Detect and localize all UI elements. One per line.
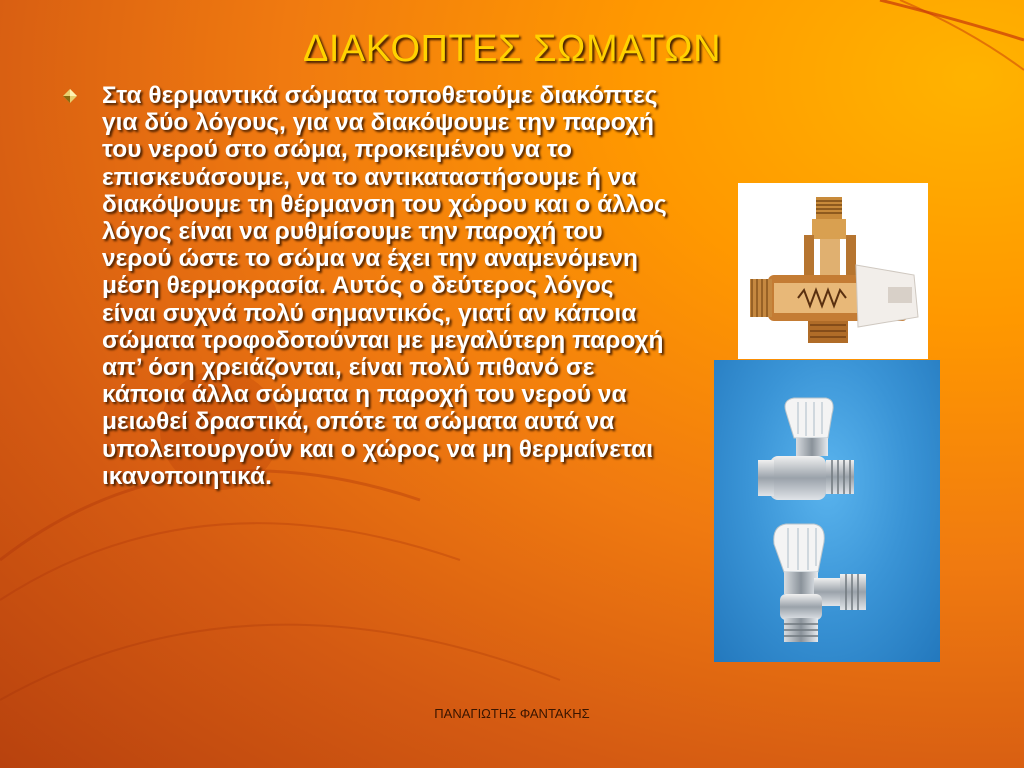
body-paragraph: Στα θερμαντικά σώματα τοποθετούμε διακόπτες για δύο λόγους, για να διακόψουμε την παροχή του νερού στο σώμα, προκειμένου να το επισκευάσουμε, να το αντικαταστήσουμε ή να διακόψουμε τη θέρμανση του χώρου και ο άλλος λόγος είναι να ρυθμίσουμε την παροχή του νερού ώστε το σώμα να έχει την αναμενόμενη μέση θερμοκρασία. Αυτός ο δεύτερος λόγος είναι συχνά πολύ σημαντικός, γιατί αν κάποια σώματα τροφοδοτούνται με μεγαλύτερη παροχή απ’ όση χρειάζονται, είναι πολύ πιθανό σε κάποια άλλα σώματα η παροχή του νερού να μειωθεί δραστικά, οπότε τα σώματα αυτά να υπολειτουργούν και ο χώρος να μη θερμαίνεται ικανοποιητικά. [102,82,667,490]
footer-author: ΠΑΝΑΓΙΩΤΗΣ ΦΑΝΤΑΚΗΣ [434,706,590,721]
valves-photo-image [714,360,940,662]
bullet-diamond-icon [62,88,78,104]
slide-title: ΔΙΑΚΟΠΤΕΣ ΣΩΜΑΤΩΝ [302,28,722,70]
body-block [62,82,672,490]
valve-cutaway-image [738,183,928,359]
